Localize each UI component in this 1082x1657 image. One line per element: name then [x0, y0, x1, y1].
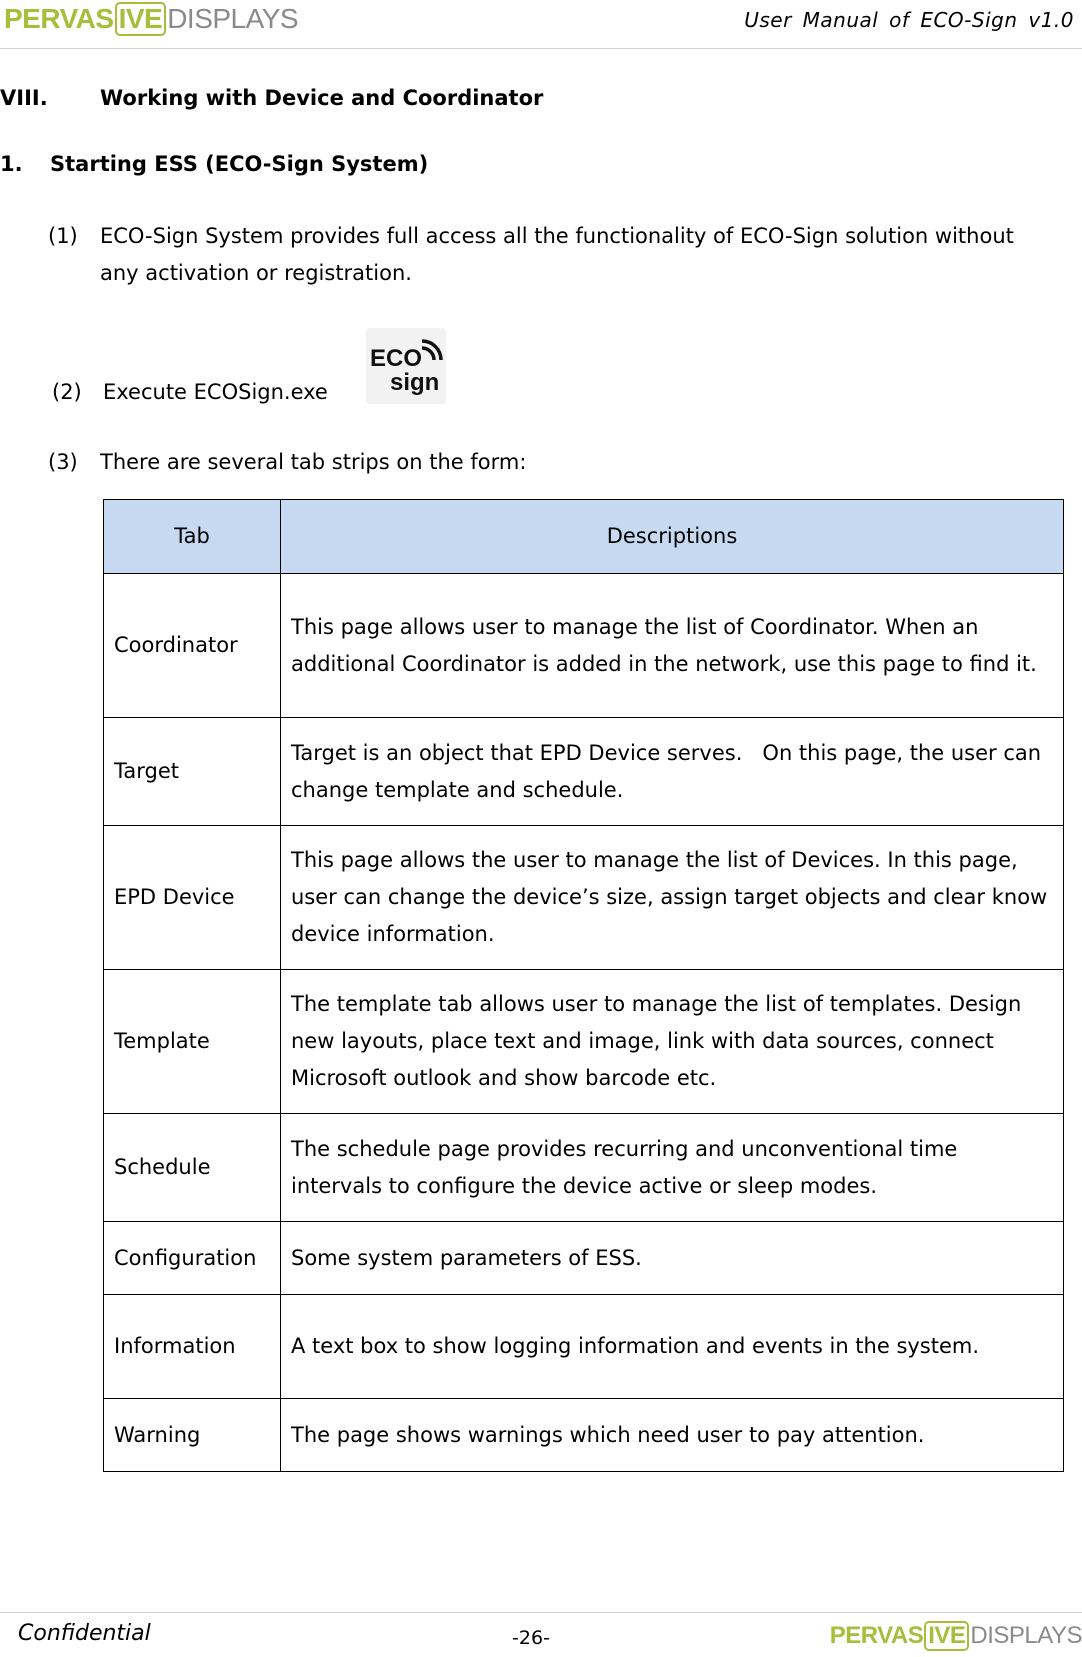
subsection-heading [0, 152, 428, 176]
list-item-number: (1) [48, 224, 78, 248]
table-row [104, 970, 1064, 1114]
table-cell-description: The schedule page provides recurring and unconventional time intervals to configure the device active or sleep modes. [281, 1114, 1064, 1222]
ecosign-app-icon [366, 328, 446, 404]
table-row [104, 1114, 1064, 1222]
table-cell-description: A text box to show logging information and events in the system. [281, 1295, 1064, 1399]
logo-text-ive: IVE [115, 2, 167, 36]
list-item-number: (2) [52, 380, 82, 404]
table-cell-description: Some system parameters of ESS. [281, 1222, 1064, 1295]
table-cell-description: The page shows warnings which need user to pay attention. [281, 1399, 1064, 1472]
table-cell-tab: Template [104, 970, 281, 1114]
eco-logo-text-bottom: sign [390, 369, 440, 396]
table-cell-tab: Target [104, 718, 281, 826]
list-item-text: There are several tab strips on the form: [100, 450, 527, 474]
table-cell-description: The template tab allows user to manage the list of templates. Design new layouts, place text and image, link with data sources, connect Microsoft outlook and show barcode etc. [281, 970, 1064, 1114]
table-header-descriptions: Descriptions [281, 500, 1064, 574]
page-footer [0, 1612, 1082, 1657]
section-title: Working with Device and Coordinator [100, 86, 544, 110]
list-item-1 [48, 218, 1028, 292]
page-header [0, 0, 1082, 49]
table-cell-tab: Schedule [104, 1114, 281, 1222]
table-header-row [104, 500, 1064, 574]
manual-title: User Manual of ECO-Sign v1.0 [744, 8, 1074, 32]
list-item-text: Execute ECOSign.exe [103, 380, 328, 404]
list-item-number: (3) [48, 450, 78, 474]
section-number: VIII. [0, 86, 48, 110]
tab-descriptions-table [103, 499, 1064, 1472]
table-row [104, 1222, 1064, 1295]
table-row [104, 826, 1064, 970]
logo-text-displays: DISPLAYS [167, 3, 299, 34]
table-cell-description: This page allows user to manage the list of Coordinator. When an additional Coordinator is added in the network, use this page to find it. [281, 574, 1064, 718]
logo-text-ive: IVE [924, 1621, 969, 1651]
subsection-title: Starting ESS (ECO-Sign System) [50, 152, 429, 176]
table-cell-tab: Coordinator [104, 574, 281, 718]
logo-text-displays: DISPLAYS [970, 1622, 1082, 1649]
table-row [104, 574, 1064, 718]
table-row [104, 718, 1064, 826]
list-item-2 [52, 374, 328, 411]
eco-logo-text-top: ECO [370, 345, 423, 372]
list-item-3 [48, 444, 526, 481]
table-cell-description: This page allows the user to manage the list of Devices. In this page, user can change the device’s size, assign target objects and clear know device information. [281, 826, 1064, 970]
table-cell-tab: Warning [104, 1399, 281, 1472]
table-header-tab: Tab [104, 500, 281, 574]
list-item-text: ECO-Sign System provides full access all the functionality of ECO-Sign solution without any activation or registration. [100, 224, 1014, 285]
table-cell-tab: Configuration [104, 1222, 281, 1295]
table-cell-tab: Information [104, 1295, 281, 1399]
table-row [104, 1295, 1064, 1399]
ecosign-logo-graphic [366, 328, 446, 404]
confidential-label: Confidential [18, 1621, 151, 1646]
logo-text-pervas: PERVAS [4, 3, 114, 34]
table-cell-description: Target is an object that EPD Device serves. On this page, the user can change template and schedule. [281, 718, 1064, 826]
pervasive-displays-logo-footer [830, 1621, 1082, 1651]
subsection-number: 1. [0, 152, 23, 176]
table-row [104, 1399, 1064, 1472]
table-cell-tab: EPD Device [104, 826, 281, 970]
page-number: -26- [512, 1627, 550, 1649]
pervasive-displays-logo [4, 2, 298, 36]
section-heading [0, 86, 543, 110]
logo-text-pervas: PERVAS [829, 1622, 924, 1649]
